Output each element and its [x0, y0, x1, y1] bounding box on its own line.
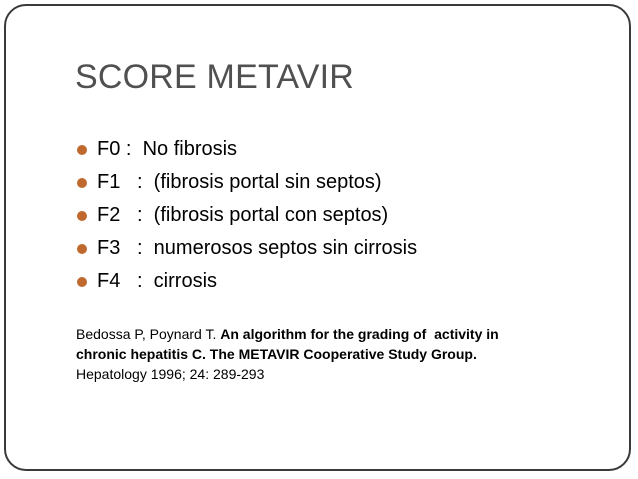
- bullet-dot-icon: [77, 178, 87, 188]
- bullet-dot-icon: [77, 277, 87, 287]
- bullet-text: F3 : numerosos septos sin cirrosis: [97, 237, 418, 259]
- bullet-item-f2: [77, 199, 417, 232]
- bullet-item-f4: [77, 265, 417, 298]
- bullet-text: F1 : (fibrosis portal sin septos): [97, 171, 382, 193]
- reference-journal: Hepatology 1996; 24: 289-293: [76, 366, 265, 382]
- reference-title-part-2: chronic hepatitis C. The METAVIR Cooperative Study Group.: [76, 346, 477, 362]
- bullet-dot-icon: [77, 211, 87, 221]
- reference-line-1: [76, 324, 596, 344]
- bullet-item-f1: [77, 166, 417, 199]
- bullet-item-f0: [77, 133, 417, 166]
- bullet-list: [77, 133, 417, 298]
- bullet-dot-icon: [77, 244, 87, 254]
- reference-citation: [76, 324, 596, 384]
- slide-title: SCORE METAVIR: [75, 58, 355, 96]
- bullet-text: F4 : cirrosis: [97, 270, 218, 292]
- reference-title-part-1: An algorithm for the grading of activity in: [220, 326, 499, 342]
- bullet-text: F2 : (fibrosis portal con septos): [97, 204, 389, 226]
- bullet-dot-icon: [77, 145, 87, 155]
- reference-authors: Bedossa P, Poynard T.: [76, 326, 221, 342]
- bullet-text: F0 : No fibrosis: [97, 138, 238, 160]
- bullet-item-f3: [77, 232, 417, 265]
- slide-frame: [4, 4, 631, 471]
